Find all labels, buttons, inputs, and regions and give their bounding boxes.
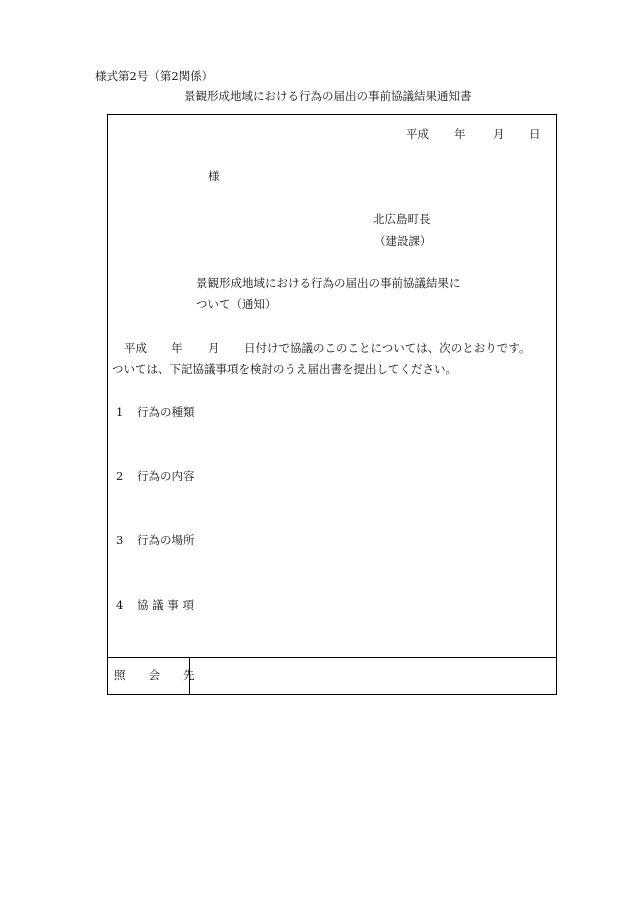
item-1-label: 行為の種類 <box>137 405 195 419</box>
item-3-number: 3 <box>116 533 124 547</box>
body-month: 月 <box>208 341 220 355</box>
subject-line-1: 景観形成地域における行為の届出の事前協議結果に <box>196 276 461 290</box>
item-3-label: 行為の場所 <box>137 533 195 547</box>
contact-label: 照 会 先 <box>114 668 195 682</box>
sender-department: （建設課） <box>374 234 432 248</box>
body-line-1: 日付けで協議のこのことについては、次のとおりです。 <box>244 341 531 355</box>
form-frame <box>107 114 557 695</box>
document-title: 景観形成地域における行為の届出の事前協議結果通知書 <box>184 89 472 103</box>
body-year: 年 <box>171 341 183 355</box>
item-4-number: 4 <box>116 598 124 612</box>
item-1-number: 1 <box>116 405 124 419</box>
subject-line-2: ついて（通知） <box>196 297 277 311</box>
contact-value-cell <box>191 658 556 694</box>
date-year: 年 <box>454 127 466 141</box>
item-4-label: 協 議 事 項 <box>137 598 194 612</box>
sender-name: 北広島町長 <box>373 212 431 226</box>
date-era: 平成 <box>406 127 429 141</box>
item-2-label: 行為の内容 <box>137 469 195 483</box>
form-number-label: 様式第2号（第2関係） <box>95 69 214 83</box>
addressee-honorific: 様 <box>208 169 220 183</box>
date-day: 日 <box>529 127 541 141</box>
body-line-2: ついては、下記協議事項を検討のうえ届出書を提出してください。 <box>112 362 457 376</box>
date-month: 月 <box>493 127 505 141</box>
body-era: 平成 <box>124 341 147 355</box>
item-2-number: 2 <box>116 469 124 483</box>
